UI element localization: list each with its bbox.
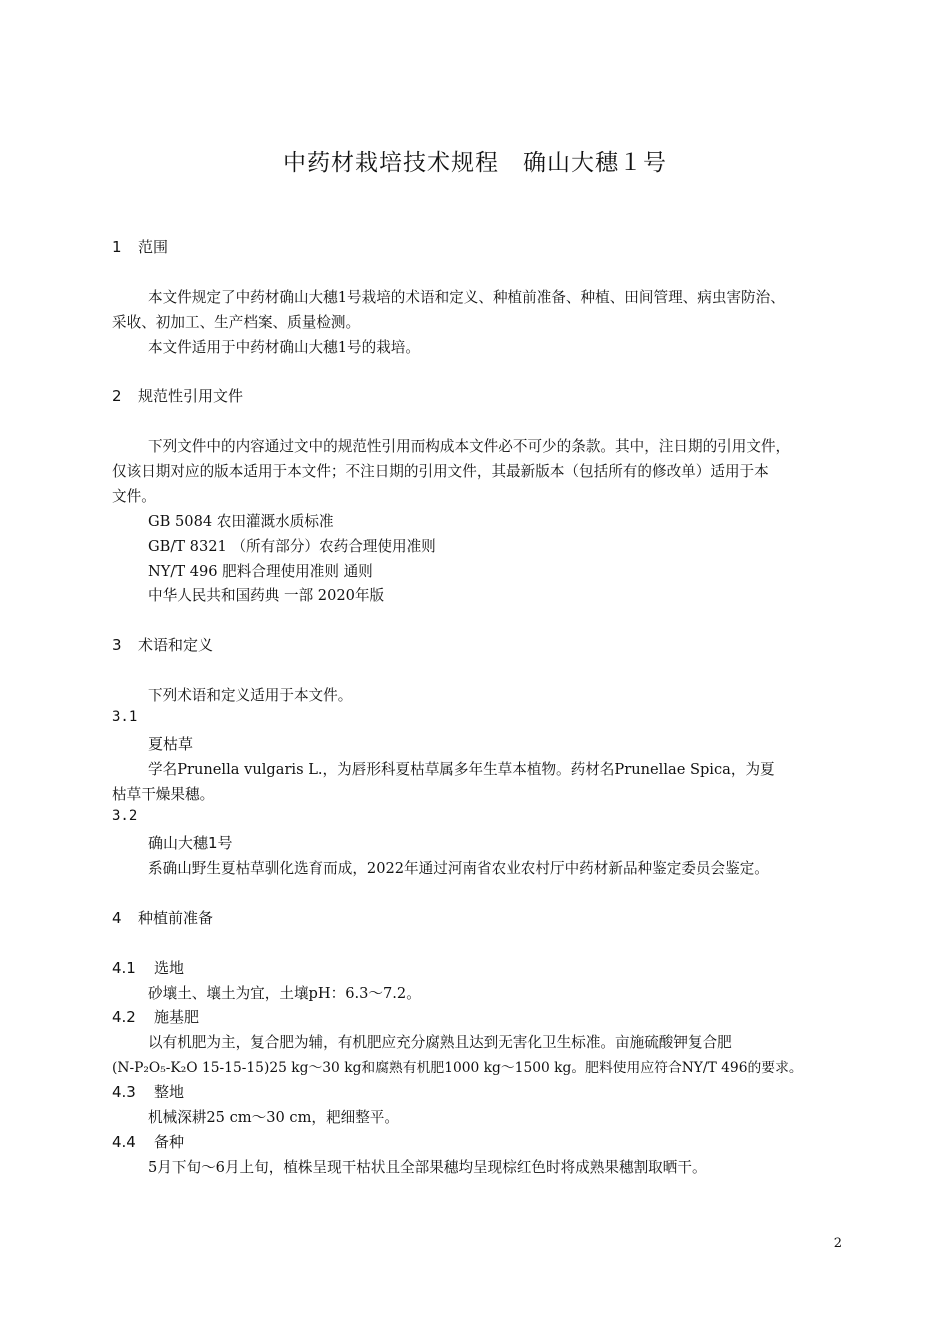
reference-item: GB 5084 农田灌溉水质标准	[148, 513, 334, 530]
section-heading-preparation	[112, 907, 213, 928]
paragraph-line: 机械深耕25 cm～30 cm，耙细整平。	[148, 1109, 399, 1126]
section-number: 3	[112, 636, 122, 654]
section-heading-terms	[112, 634, 213, 655]
paragraph-line: 下列术语和定义适用于本文件。	[148, 687, 353, 704]
term-title: 确山大穗1号	[148, 834, 233, 852]
term-definition-line: 学名Prunella vulgaris L.，为唇形科夏枯草属多年生草本植物。药材名Prunellae Spica，为夏	[148, 761, 775, 778]
term-definition-line: 枯草干燥果穗。	[112, 786, 215, 803]
paragraph-line: 文件。	[112, 488, 156, 505]
document-title: 中药材栽培技术规程 确山大穗１号	[283, 150, 667, 176]
subsection-title: 整地	[154, 1083, 185, 1101]
reference-item: GB/T 8321 （所有部分）农药合理使用准则	[148, 538, 436, 555]
section-number: 1	[112, 238, 122, 256]
subsection-heading-base-fertilizer	[112, 1006, 199, 1027]
paragraph-line: 以有机肥为主，复合肥为辅，有机肥应充分腐熟且达到无害化卫生标准。亩施硫酸钾复合肥	[148, 1034, 732, 1051]
reference-item: 中华人民共和国药典 一部 2020年版	[148, 587, 385, 604]
reference-item: NY/T 496 肥料合理使用准则 通则	[148, 563, 373, 580]
subsection-heading-seed-preparation	[112, 1131, 184, 1152]
paragraph-line: 砂壤土、壤土为宜，土壤pH：6.3～7.2。	[148, 985, 421, 1002]
subsection-heading-land-preparation	[112, 1081, 184, 1102]
paragraph-line: 下列文件中的内容通过文中的规范性引用而构成本文件必不可少的条款。其中，注日期的引用文件，	[148, 438, 791, 455]
paragraph-line: 采收、初加工、生产档案、质量检测。	[112, 314, 361, 331]
term-definition-line: 系确山野生夏枯草驯化选育而成，2022年通过河南省农业农村厅中药材新品种鉴定委员会鉴定。	[148, 860, 769, 877]
section-title: 范围	[138, 238, 169, 256]
term-number: 3.1	[112, 709, 138, 725]
subsection-heading-site-selection	[112, 957, 184, 978]
subsection-title: 选地	[154, 959, 185, 977]
section-title: 术语和定义	[138, 636, 214, 654]
page-number: 2	[833, 1236, 842, 1251]
section-number: 4	[112, 909, 122, 927]
subsection-title: 施基肥	[154, 1008, 200, 1026]
subsection-number: 4.1	[112, 959, 136, 977]
section-heading-scope	[112, 236, 168, 257]
paragraph-line: 仅该日期对应的版本适用于本文件；不注日期的引用文件，其最新版本（包括所有的修改单）适用于本	[112, 463, 769, 480]
section-title: 规范性引用文件	[138, 387, 244, 405]
paragraph-line: 5月下旬～6月上旬，植株呈现干枯状且全部果穗均呈现棕红色时将成熟果穗割取晒干。	[148, 1159, 707, 1176]
paragraph-line: 本文件规定了中药材确山大穗1号栽培的术语和定义、种植前准备、种植、田间管理、病虫害防治、	[148, 289, 785, 306]
section-title: 种植前准备	[138, 909, 214, 927]
paragraph-line: 本文件适用于中药材确山大穗1号的栽培。	[148, 339, 420, 356]
paragraph-line: (N-P₂O₅-K₂O 15-15-15)25 kg～30 kg和腐熟有机肥1000 kg～1500 kg。肥料使用应符合NY/T 496的要求。	[112, 1060, 803, 1076]
subsection-number: 4.2	[112, 1008, 136, 1026]
term-number: 3.2	[112, 808, 138, 824]
section-number: 2	[112, 387, 122, 405]
subsection-title: 备种	[154, 1133, 185, 1151]
term-title: 夏枯草	[148, 735, 194, 753]
subsection-number: 4.4	[112, 1133, 136, 1151]
section-heading-normative-references	[112, 385, 243, 406]
subsection-number: 4.3	[112, 1083, 136, 1101]
